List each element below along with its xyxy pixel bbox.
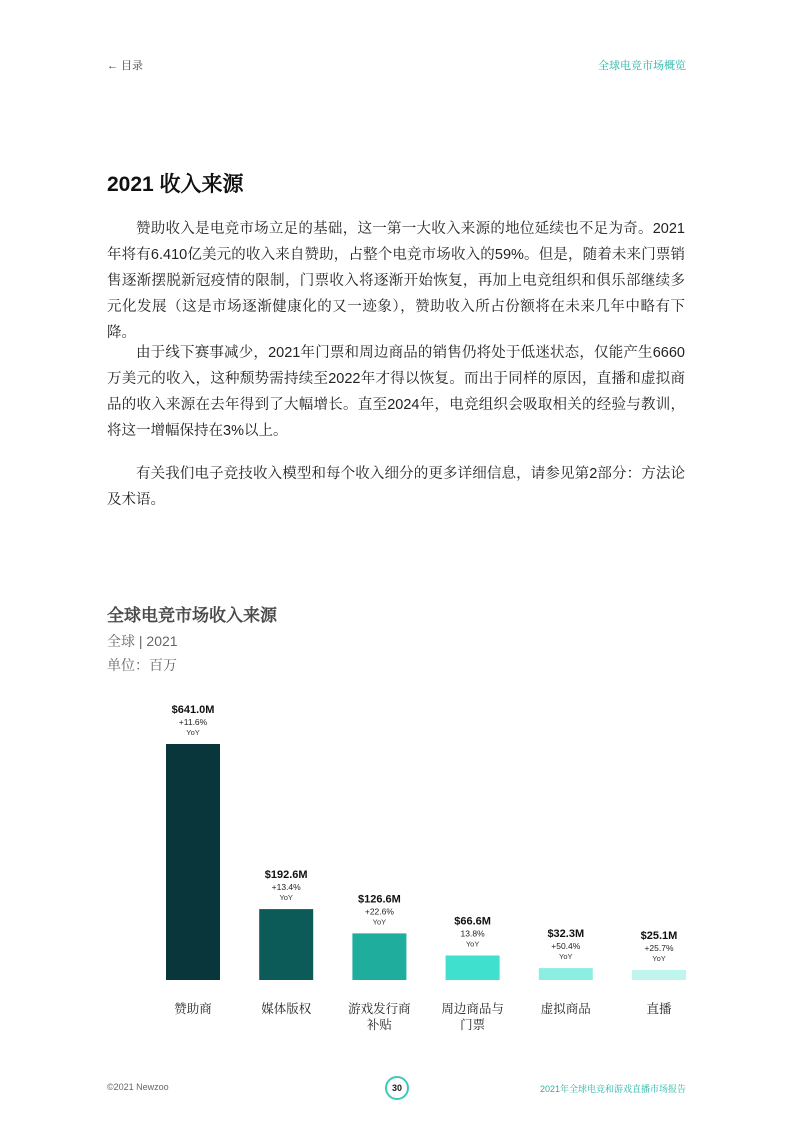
bar-value-label: $641.0M — [171, 704, 215, 716]
bar-growth-label: +50.4% — [551, 941, 581, 952]
category-label: 直播 — [646, 1002, 672, 1016]
category-label: 周边商品与 — [441, 1002, 504, 1016]
bar-growth-label: 13.8% — [460, 928, 485, 939]
bar-value-label: $25.1M — [640, 930, 678, 942]
bar-value-label: $66.6M — [454, 915, 491, 928]
category-label: 门票 — [460, 1018, 486, 1032]
bar — [166, 744, 220, 980]
bar — [352, 933, 406, 980]
bar-growth-label: +25.7% — [644, 943, 674, 953]
category-label: 游戏发行商 — [348, 1002, 411, 1016]
paragraph-1: 赞助收入是电竞市场立足的基础，这一第一大收入来源的地位延续也不足为奇。2021年将有6.410亿美元的收入来自赞助，占整个电竞市场收入的59%。但是，随着未来门票销售逐渐摆脱新冠疫情的限制，门票收入将逐渐开始恢复，再加上电竞组织和俱乐部继续多元化发展（这是市场逐渐健康化的又一迹象），赞助收入所占份额将在未来几年中略有下降。 — [107, 221, 685, 341]
chart-title: 全球电竞市场收入来源 — [107, 606, 277, 625]
bar-yoy-label: YoY — [186, 728, 200, 737]
bar-value-label: $126.6M — [357, 893, 401, 906]
paragraph-2: 由于线下赛事减少，2021年门票和周边商品的销售仍将处于低迷状态，仅能产生6660万美元的收入，这种颓势需持续至2022年才得以恢复。而出于同样的原因，直播和虚拟商品的收入来源在去年得到了大幅增长。直至2024年，电竞组织会吸取相关的经验与教训，将这一增幅保持在3%以上。 — [107, 345, 685, 439]
bar-yoy-label: YoY — [465, 939, 480, 949]
category-label: 赞助商 — [174, 1002, 212, 1016]
chart-unit: 单位：百万 — [107, 657, 177, 673]
category-label: 补贴 — [366, 1018, 392, 1032]
bar-value-label: $32.3M — [547, 928, 585, 941]
footer-report-title: 2021年全球电竞和游戏直播市场报告 — [539, 1084, 686, 1094]
back-to-contents-link[interactable]: ← 目录 — [107, 60, 144, 72]
page-number: 30 — [385, 1076, 409, 1100]
bar — [632, 970, 686, 980]
bar — [259, 909, 313, 980]
bar-growth-label: +22.6% — [364, 906, 394, 917]
bar — [446, 955, 500, 980]
bar-growth-label: +11.6% — [178, 717, 208, 727]
bar-yoy-label: YoY — [372, 917, 387, 927]
bar-value-label: $192.6M — [264, 869, 308, 882]
chart-subtitle: 全球 | 2021 — [107, 633, 178, 649]
category-label: 媒体版权 — [261, 1002, 312, 1016]
footer-copyright: ©2021 Newzoo — [107, 1082, 169, 1092]
bar — [539, 968, 593, 980]
paragraph-3: 有关我们电子竞技收入模型和每个收入细分的更多详细信息，请参见第2部分：方法论及术语。 — [107, 466, 685, 508]
page-title: 2021 收入来源 — [107, 173, 244, 196]
bar-growth-label: +13.4% — [271, 882, 301, 893]
revenue-bar-chart — [0, 690, 793, 1050]
section-title: 全球电竞市场概览 — [598, 60, 686, 72]
category-label: 虚拟商品 — [540, 1002, 591, 1016]
bar-yoy-label: YoY — [279, 893, 293, 903]
bar-yoy-label: YoY — [652, 954, 666, 963]
bar-yoy-label: YoY — [559, 952, 573, 962]
